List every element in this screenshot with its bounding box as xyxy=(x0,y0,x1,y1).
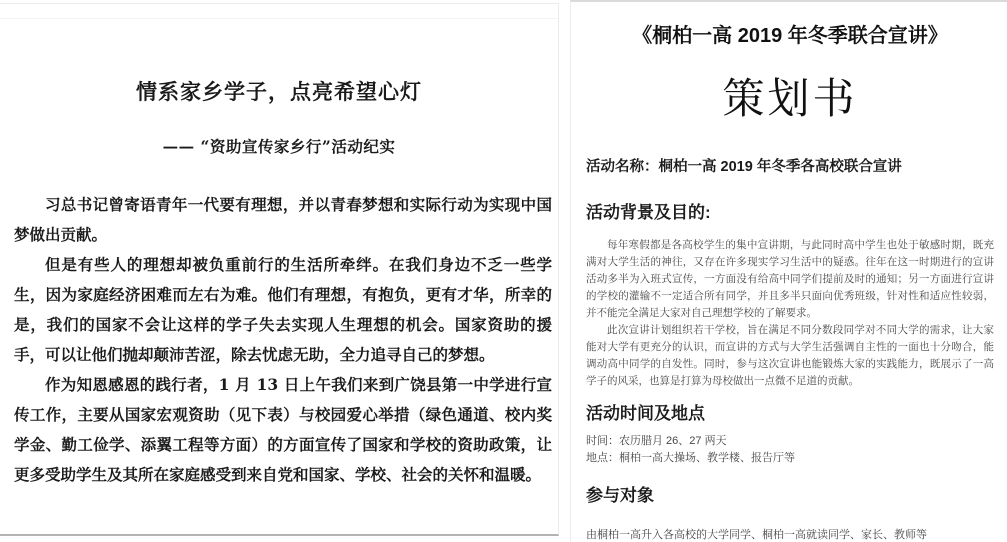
background-heading: 活动背景及目的: xyxy=(586,203,711,222)
right-doc-title: 《桐柏一高 2019 年冬季联合宣讲》 xyxy=(632,25,948,47)
activity-name-line: 活动名称：桐柏一高 2019 年冬季各高校联合宣讲 xyxy=(586,159,902,175)
time-place-heading: 活动时间及地点 xyxy=(586,404,705,423)
background-paragraph: 此次宣讲计划组织若干学校，旨在满足不同分数段同学对不同大学的需求，让大家能对大学有更充分的认识，而宣讲的方式与大学生活强调自主性的一面也十分吻合，能调动高中同学的自发性。同时，参与这次宣讲也能锻炼大家的实践能力，既展示了一高学子的风采，也算是打算为母校做出一点微不足道的贡献。 xyxy=(586,324,994,387)
background-body xyxy=(586,237,994,390)
time-line: 时间：农历腊月 26、27 两天 xyxy=(586,435,727,447)
participants-heading: 参与对象 xyxy=(586,486,654,505)
right-doc-subtitle: 策划书 xyxy=(722,75,858,122)
left-doc-subtitle: —— “资助宣传家乡行”活动纪实 xyxy=(162,137,396,156)
scan-fold-line xyxy=(0,18,558,19)
left-doc-body xyxy=(0,190,558,490)
background-paragraph: 每年寒假都是各高校学生的集中宣讲期，与此同时高中学生也处于敏感时期，既充满对大学生活的神往，又存在许多现实学习生活中的疑惑。往年在这一时期进行的宣讲活动多半为入班式宣传，一方面没有给高中同学们提前及时的通知；另一方面进行宣讲的学校的灌输不一定适合所有同学，并且多半只面向优秀班级，针对性和适应性较弱，并不能完全满足大家对自己理想学校的了解要求。 xyxy=(586,239,994,319)
place-line: 地点：桐柏一高大操场、教学楼、报告厅等 xyxy=(586,451,795,464)
right-document-page xyxy=(570,0,1007,542)
left-doc-paragraph: 但是有些人的理想却被负重前行的生活所牵绊。在我们身边不乏一些学生，因为家庭经济困难而左右为难。他们有理想，有抱负，更有才华，所幸的是，我们的国家不会让这样的学子失去实现人生理想的机会。国家资助的援手，可以让他们抛却颠沛苦涩，除去忧虑无助，全力追寻自己的梦想。 xyxy=(14,255,552,364)
left-document-page xyxy=(0,3,559,536)
participants-line: 由桐柏一高升入各高校的大学同学、桐柏一高就读同学、家长、教师等 xyxy=(586,529,927,541)
time-place-lines xyxy=(586,433,994,466)
left-doc-title: 情系家乡学子，点亮希望心灯 xyxy=(136,79,422,104)
left-doc-paragraph: 作为知恩感恩的践行者，1 月 13 日上午我们来到广饶县第一中学进行宣传工作，主要从国家宏观资助（见下表）与校园爱心举措（绿色通道、校内奖学金、勤工俭学、添翼工程等方面）的方面宣传了国家和学校的资助政策，让更多受助学生及其所在家庭感受到来自党和国家、学校、社会的关怀和温暖。 xyxy=(14,375,552,484)
left-doc-paragraph: 习总书记曾寄语青年一代要有理想，并以青春梦想和实际行动为实现中国梦做出贡献。 xyxy=(14,195,552,244)
